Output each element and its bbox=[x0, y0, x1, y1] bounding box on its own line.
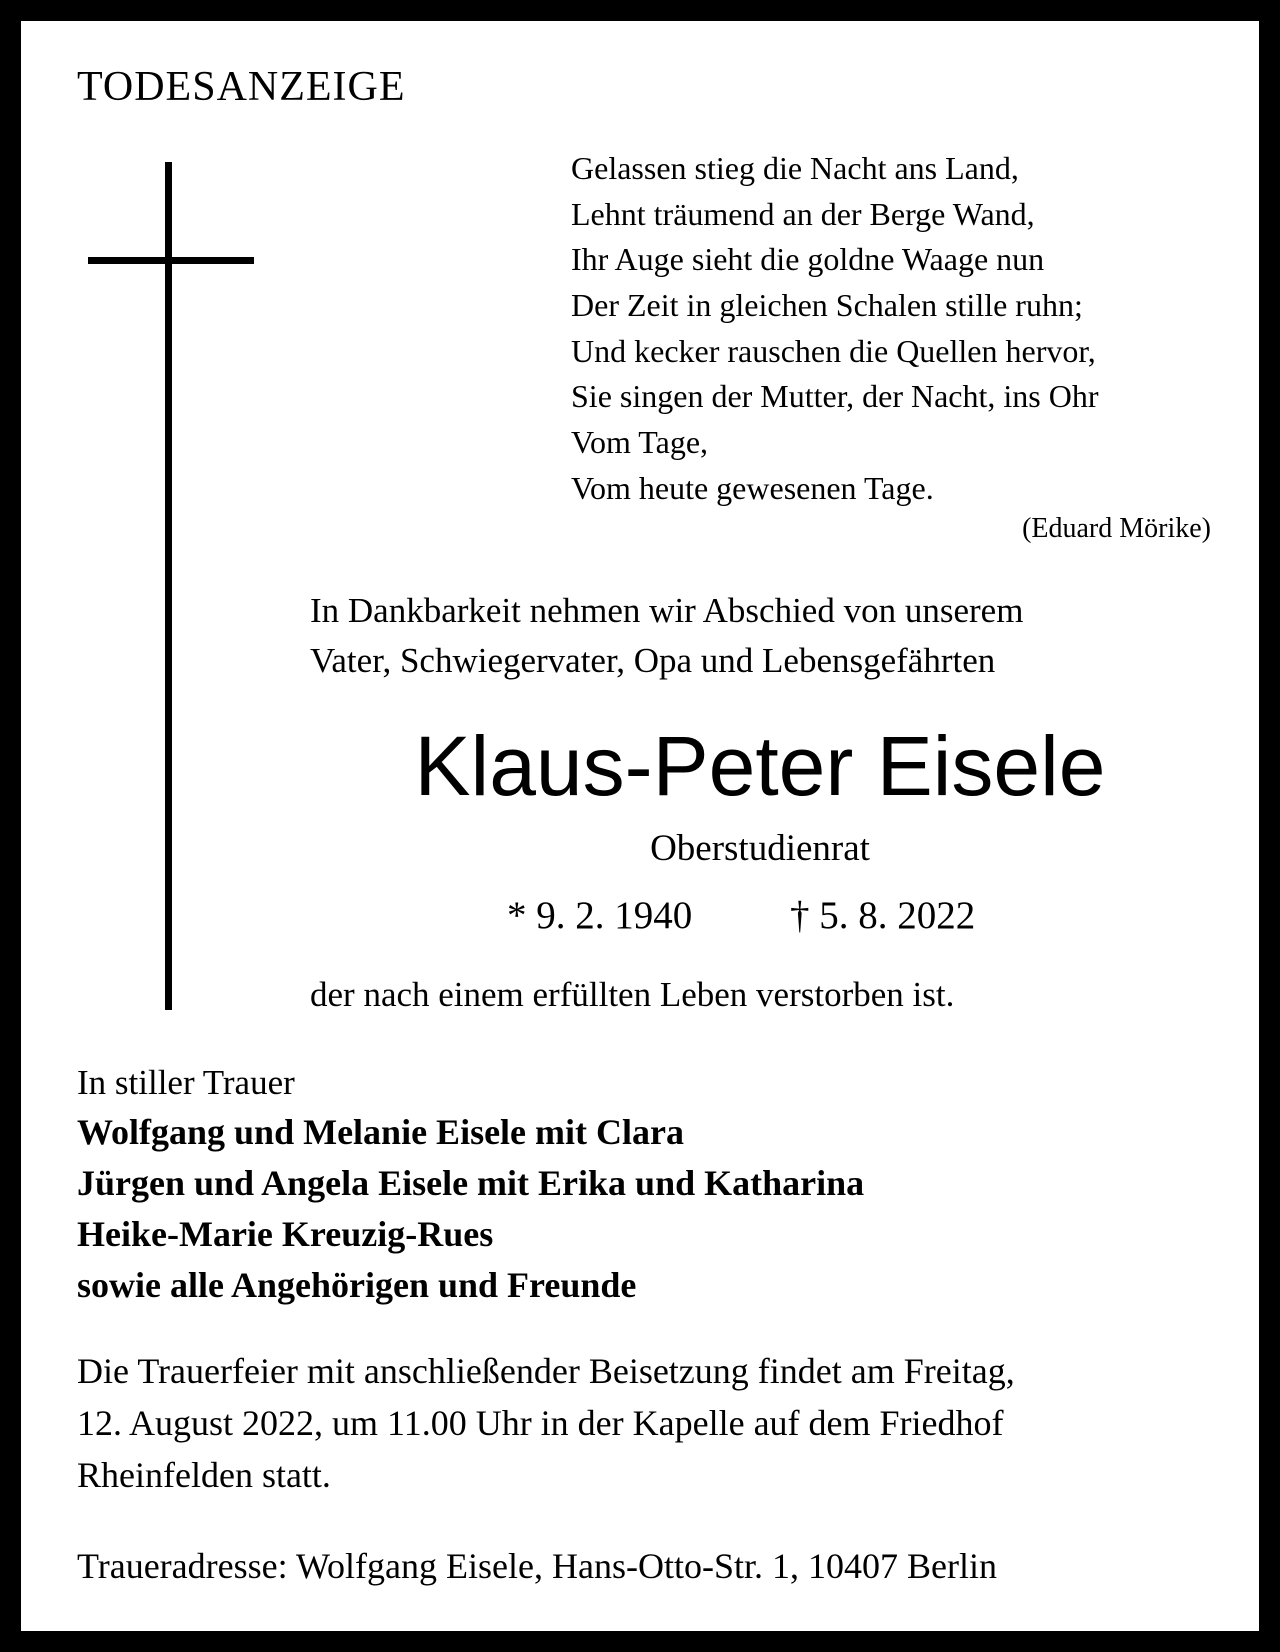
mourner-line: Wolfgang und Melanie Eisele mit Clara bbox=[77, 1112, 684, 1152]
ceremony-info bbox=[77, 1345, 1227, 1501]
mourner-line: Jürgen und Angela Eisele mit Erika und Katharina bbox=[77, 1163, 865, 1203]
poem-line: Ihr Auge sieht die goldne Waage nun bbox=[571, 241, 1045, 278]
deceased-title: Oberstudienrat bbox=[650, 828, 870, 869]
intro-line: Vater, Schwiegervater, Opa und Lebensgefährten bbox=[310, 641, 996, 680]
poem bbox=[571, 146, 1211, 545]
mourning-address: Traueradresse: Wolfgang Eisele, Hans-Otto-Str. 1, 10407 Berlin bbox=[77, 1546, 997, 1586]
mourners-list bbox=[77, 1107, 864, 1311]
ceremony-line: Rheinfelden statt. bbox=[77, 1455, 331, 1495]
cross-icon-horizontal-bar bbox=[88, 257, 254, 264]
cross-icon-vertical-bar bbox=[165, 162, 172, 1010]
ceremony-line: Die Trauerfeier mit anschließender Beisetzung findet am Freitag, bbox=[77, 1351, 1015, 1391]
mourner-line: sowie alle Angehörigen und Freunde bbox=[77, 1265, 637, 1305]
death-date: † 5. 8. 2022 bbox=[790, 894, 976, 937]
deceased-name: Klaus-Peter Eisele bbox=[414, 719, 1106, 813]
mourning-label: In stiller Trauer bbox=[77, 1063, 295, 1102]
mourner-line: Heike-Marie Kreuzig-Rues bbox=[77, 1214, 494, 1254]
notice-heading: TODESANZEIGE bbox=[77, 64, 406, 110]
intro-line: In Dankbarkeit nehmen wir Abschied von unserem bbox=[310, 591, 1024, 630]
poem-line: Vom heute gewesenen Tage. bbox=[571, 469, 934, 506]
closing-text: der nach einem erfüllten Leben verstorben ist. bbox=[310, 975, 955, 1014]
intro-text bbox=[310, 586, 1023, 686]
death-notice bbox=[21, 21, 1259, 1631]
poem-line: Und kecker rauschen die Quellen hervor, bbox=[571, 332, 1096, 369]
ceremony-line: 12. August 2022, um 11.00 Uhr in der Kapelle auf dem Friedhof bbox=[77, 1403, 1004, 1443]
birth-date: * 9. 2. 1940 bbox=[507, 894, 693, 937]
poem-line: Gelassen stieg die Nacht ans Land, bbox=[571, 150, 1019, 186]
poem-line: Vom Tage, bbox=[571, 424, 709, 461]
poem-author: (Eduard Mörike) bbox=[1022, 512, 1211, 544]
poem-line: Sie singen der Mutter, der Nacht, ins Ohr bbox=[571, 378, 1099, 415]
poem-line: Der Zeit in gleichen Schalen stille ruhn; bbox=[571, 287, 1083, 324]
poem-line: Lehnt träumend an der Berge Wand, bbox=[571, 195, 1035, 232]
